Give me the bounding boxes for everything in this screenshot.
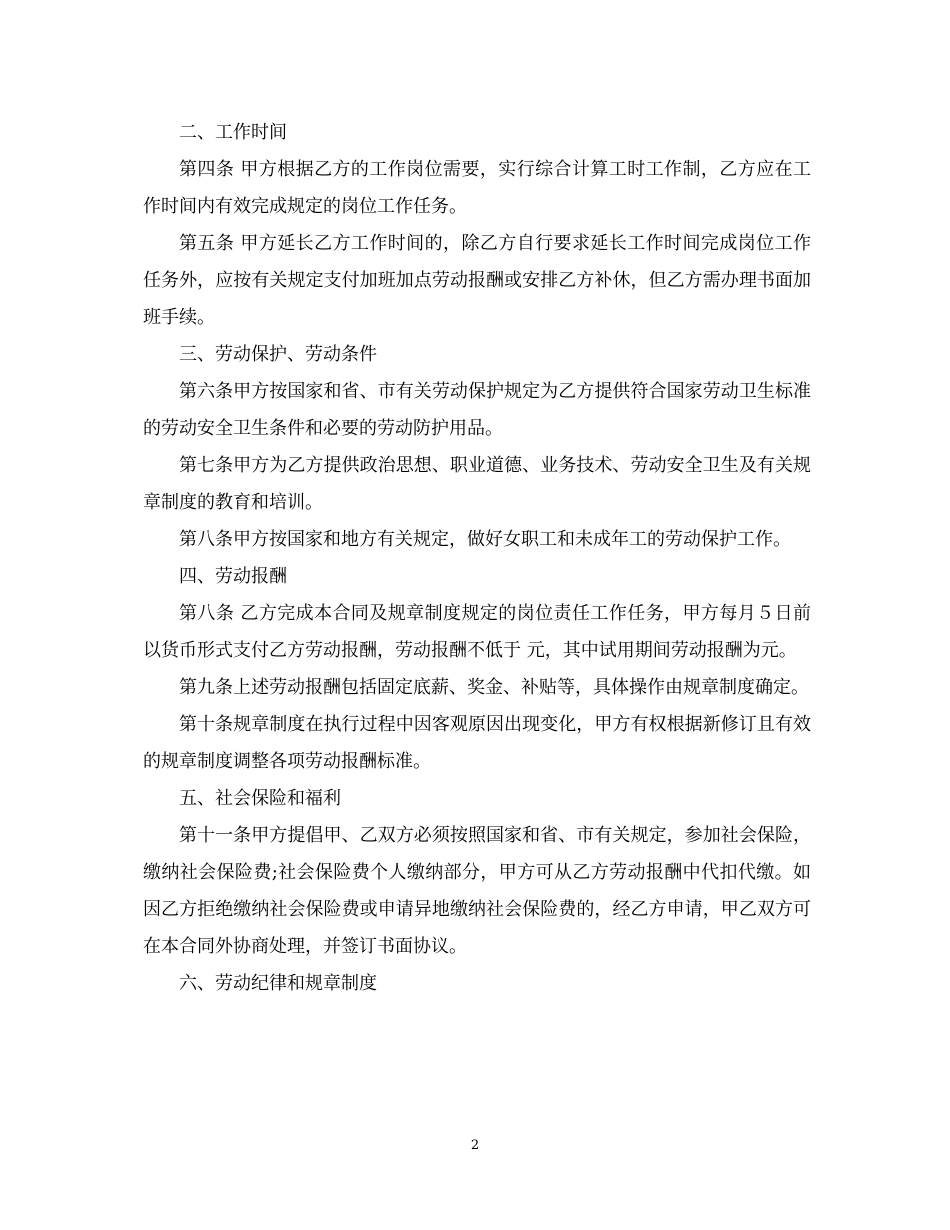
- article-6: 第六条甲方按国家和省、市有关劳动保护规定为乙方提供符合国家劳动卫生标准的劳动安全卫生条件和必要的劳动防护用品。: [143, 381, 811, 439]
- page-number: 2: [470, 1138, 480, 1153]
- section-heading-labor-protection: 三、劳动保护、劳动条件: [179, 344, 377, 365]
- article-7: 第七条甲方为乙方提供政治思想、职业道德、业务技术、劳动安全卫生及有关规章制度的教育和培训。: [143, 455, 811, 513]
- article-8-protection: 第八条甲方按国家和地方有关规定，做好女职工和未成年工的劳动保护工作。: [179, 529, 791, 550]
- article-4: 第四条 甲方根据乙方的工作岗位需要，实行综合计算工时工作制，乙方应在工作时间内有效完成规定的岗位工作任务。: [143, 159, 811, 217]
- article-11: 第十一条甲方提倡甲、乙双方必须按照国家和省、市有关规定，参加社会保险，缴纳社会保险费;社会保险费个人缴纳部分，甲方可从乙方劳动报酬中代扣代缴。如因乙方拒绝缴纳社会保险费或申请异地缴纳社会保险费的，经乙方申请，甲乙双方可在本合同外协商处理，并签订书面协议。: [143, 825, 811, 957]
- article-10: 第十条规章制度在执行过程中因客观原因出现变化，甲方有权根据新修订且有效的规章制度调整各项劳动报酬标准。: [143, 714, 811, 772]
- article-8-remuneration: 第八条 乙方完成本合同及规章制度规定的岗位责任工作任务，甲方每月５日前以货币形式支付乙方劳动报酬，劳动报酬不低于 元，其中试用期间劳动报酬为元。: [143, 603, 811, 661]
- article-9: 第九条上述劳动报酬包括固定底薪、奖金、补贴等，具体操作由规章制度确定。: [179, 677, 809, 698]
- section-heading-labor-discipline: 六、劳动纪律和规章制度: [179, 973, 377, 994]
- section-heading-remuneration: 四、劳动报酬: [179, 566, 287, 587]
- section-heading-social-insurance: 五、社会保险和福利: [179, 788, 341, 809]
- document-body: [143, 114, 811, 1002]
- article-5: 第五条 甲方延长乙方工作时间的，除乙方自行要求延长工作时间完成岗位工作任务外，应按有关规定支付加班加点劳动报酬或安排乙方补休，但乙方需办理书面加班手续。: [143, 233, 811, 328]
- section-heading-work-time: 二、工作时间: [179, 122, 287, 143]
